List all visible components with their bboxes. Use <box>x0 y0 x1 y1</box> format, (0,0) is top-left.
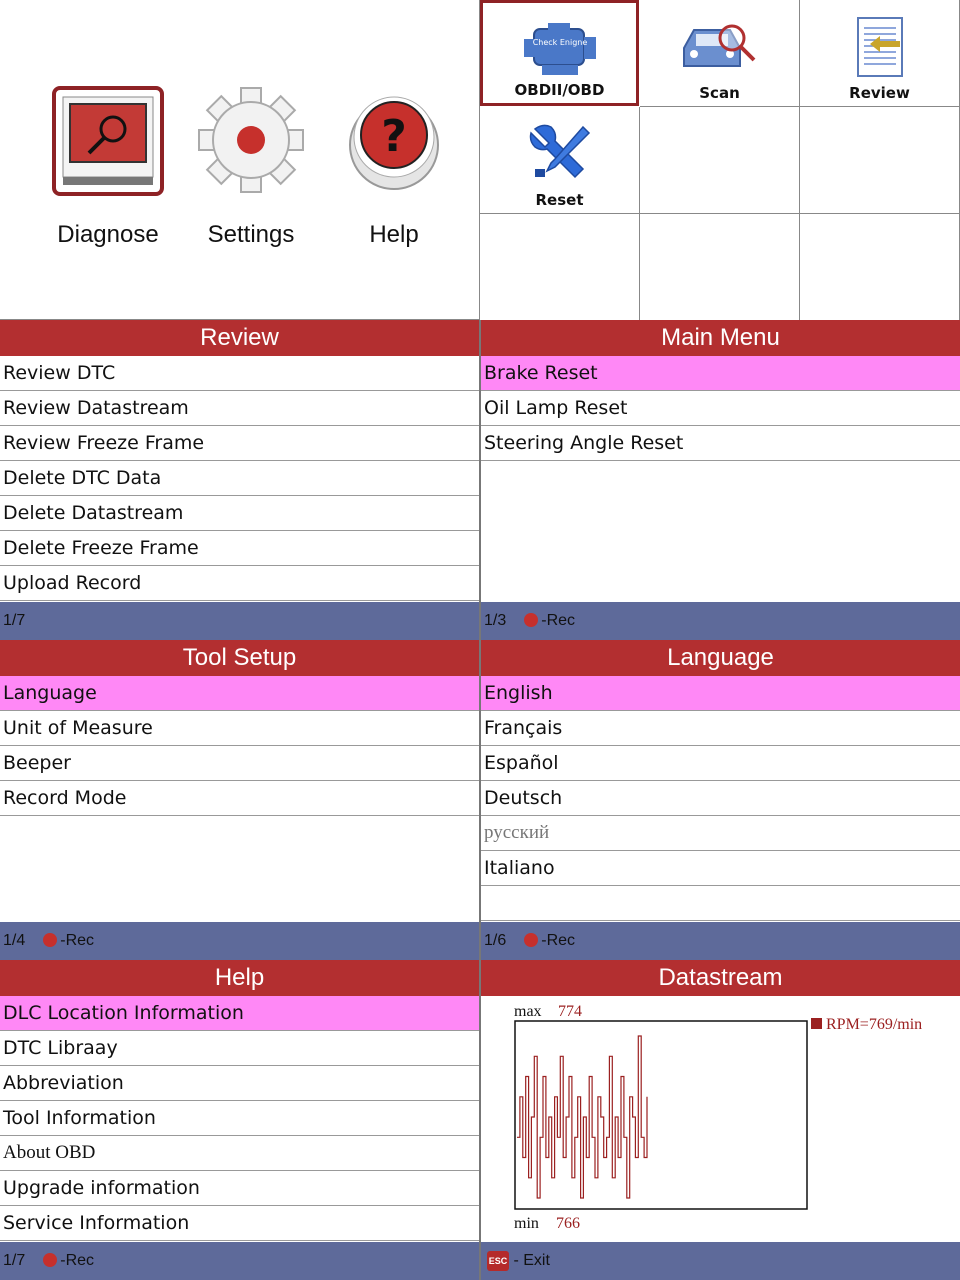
empty-cell <box>640 214 800 320</box>
list-item[interactable]: DTC Libraay <box>0 1031 479 1066</box>
rec-label: -Rec <box>541 932 576 949</box>
datastream-panel <box>481 960 960 1280</box>
list-item[interactable]: DLC Location Information <box>0 996 479 1031</box>
car-search-icon <box>678 16 762 78</box>
max-value: 774 <box>558 1003 582 1020</box>
list-item[interactable]: Service Information <box>0 1206 479 1241</box>
list-item[interactable]: Steering Angle Reset <box>481 426 960 461</box>
empty-cell <box>480 214 640 320</box>
help-panel <box>0 960 479 1280</box>
list-item[interactable]: Unit of Measure <box>0 711 479 746</box>
engine-icon <box>520 21 600 81</box>
list-item[interactable]: Review Datastream <box>0 391 479 426</box>
list-item[interactable]: Upload Record <box>0 566 479 601</box>
page-indicator: 1/7 <box>3 612 26 629</box>
language-panel <box>481 640 960 960</box>
list-item[interactable]: Record Mode <box>0 781 479 816</box>
list-item[interactable]: English <box>481 676 960 711</box>
record-icon <box>43 1253 57 1267</box>
list-item[interactable]: Oil Lamp Reset <box>481 391 960 426</box>
help-icon <box>337 85 451 199</box>
list-item[interactable]: Abbreviation <box>0 1066 479 1101</box>
diagnose-button[interactable] <box>48 85 168 249</box>
status-bar <box>481 1242 960 1280</box>
list-item[interactable]: Delete Freeze Frame <box>0 531 479 566</box>
document-icon <box>850 16 910 80</box>
settings-button[interactable] <box>191 85 311 249</box>
page-indicator: 1/4 <box>3 932 26 949</box>
rpm-series-line <box>517 1036 647 1198</box>
svg-text:?: ? <box>381 111 407 162</box>
status-bar <box>0 922 479 960</box>
reset-label: Reset <box>535 191 584 209</box>
list-item[interactable]: Delete Datastream <box>0 496 479 531</box>
review-cell[interactable] <box>800 0 960 107</box>
empty-cell <box>640 107 800 214</box>
home-panel <box>0 0 480 320</box>
page-indicator: 1/7 <box>3 1252 26 1269</box>
list-item[interactable]: Language <box>0 676 479 711</box>
list-item[interactable]: Delete DTC Data <box>0 461 479 496</box>
list-item[interactable]: About OBD <box>0 1136 479 1171</box>
datastream-chart <box>481 996 960 1242</box>
datastream-header: Datastream <box>481 960 960 996</box>
list-item <box>481 886 960 921</box>
diagnose-icon <box>51 85 165 199</box>
max-label: max <box>514 1003 542 1020</box>
list-item[interactable]: Upgrade information <box>0 1171 479 1206</box>
status-bar <box>481 602 960 640</box>
engine-badge: Check Enigne <box>532 38 587 47</box>
diagnose-label: Diagnose <box>57 221 159 248</box>
scan-cell[interactable] <box>640 0 800 107</box>
legend-swatch <box>811 1018 822 1029</box>
record-icon <box>43 933 57 947</box>
status-bar <box>481 922 960 960</box>
main-menu-panel <box>481 320 960 640</box>
list-item[interactable]: Beeper <box>0 746 479 781</box>
exit-label[interactable]: - Exit <box>513 1252 550 1269</box>
main-menu-header: Main Menu <box>481 320 960 356</box>
empty-cell <box>800 214 960 320</box>
list-item[interactable]: Review DTC <box>0 356 479 391</box>
divider <box>479 320 481 1280</box>
min-label: min <box>514 1215 539 1232</box>
plot-frame <box>515 1021 807 1209</box>
gear-icon <box>194 85 308 199</box>
list-item[interactable]: Review Freeze Frame <box>0 426 479 461</box>
review-panel <box>0 320 479 640</box>
status-bar <box>0 1242 479 1280</box>
function-grid <box>480 0 960 320</box>
tools-icon <box>525 121 595 187</box>
empty-cell <box>800 107 960 214</box>
tool-setup-panel <box>0 640 479 960</box>
esc-key-icon[interactable]: ESC <box>487 1251 509 1271</box>
rec-label: -Rec <box>60 932 95 949</box>
record-icon <box>524 933 538 947</box>
min-value: 766 <box>556 1215 580 1232</box>
settings-label: Settings <box>207 221 295 248</box>
list-item[interactable]: Français <box>481 711 960 746</box>
list-item[interactable]: Deutsch <box>481 781 960 816</box>
legend-label: RPM=769/min <box>826 1016 923 1033</box>
list-item[interactable]: русский <box>481 816 960 851</box>
reset-cell[interactable] <box>480 107 640 214</box>
record-icon <box>524 613 538 627</box>
obd-cell[interactable] <box>480 0 639 106</box>
list-item[interactable]: Español <box>481 746 960 781</box>
rec-label: -Rec <box>60 1252 95 1269</box>
list-item[interactable]: Brake Reset <box>481 356 960 391</box>
rec-label: -Rec <box>541 612 576 629</box>
help-button[interactable] <box>334 85 454 249</box>
review-label: Review <box>849 84 910 102</box>
language-header: Language <box>481 640 960 676</box>
status-bar <box>0 602 479 640</box>
obd-label: OBDII/OBD <box>514 81 605 99</box>
review-header: Review <box>0 320 479 356</box>
list-item[interactable]: Italiano <box>481 851 960 886</box>
help-header: Help <box>0 960 479 996</box>
tool-setup-header: Tool Setup <box>0 640 479 676</box>
help-label: Help <box>369 221 419 248</box>
scan-label: Scan <box>699 84 740 102</box>
list-item[interactable]: Tool Information <box>0 1101 479 1136</box>
page-indicator: 1/3 <box>484 612 507 629</box>
page-indicator: 1/6 <box>484 932 507 949</box>
